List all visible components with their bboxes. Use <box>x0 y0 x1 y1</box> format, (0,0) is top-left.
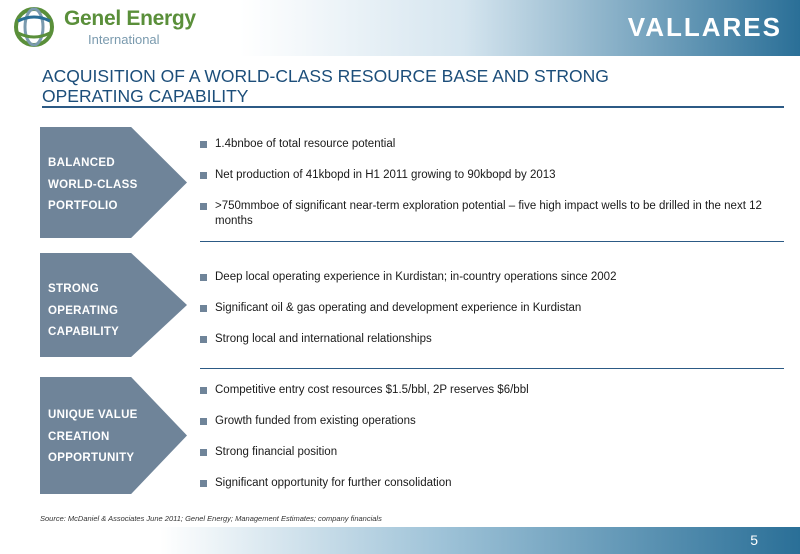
section-label-balanced-portfolio <box>48 153 138 218</box>
bullet-square-icon <box>200 172 207 179</box>
bullet-item: Significant opportunity for further consolidation <box>200 476 770 491</box>
bullet-list-operating-capability <box>200 270 770 347</box>
section-label-line: BALANCED <box>48 157 115 169</box>
page-title-line-1: ACQUISITION OF A WORLD-CLASS RESOURCE BASE AND STRONG <box>42 66 609 86</box>
section-label-line: UNIQUE VALUE <box>48 409 138 421</box>
section-label-line: OPPORTUNITY <box>48 452 135 464</box>
section-label-line: CREATION <box>48 430 110 443</box>
bullet-item: Deep local operating experience in Kurdistan; in-country operations since 2002 <box>200 270 770 285</box>
section-label-line: WORLD-CLASS <box>48 178 138 191</box>
section-divider <box>200 368 784 369</box>
bullet-item: Strong financial position <box>200 445 770 460</box>
bullet-item: Strong local and international relationships <box>200 332 770 347</box>
section-label-operating-capability <box>48 279 119 344</box>
genel-energy-logo <box>12 5 242 51</box>
genel-logo-name: Genel Energy <box>64 7 196 30</box>
title-divider <box>42 106 784 108</box>
bullet-square-icon <box>200 203 207 210</box>
section-label-line: STRONG <box>48 283 99 295</box>
bullet-item: 1.4bnboe of total resource potential <box>200 137 770 152</box>
source-note: Source: McDaniel & Associates June 2011; Genel Energy; Management Estimates; company financials <box>40 514 382 523</box>
bullet-square-icon <box>200 418 207 425</box>
section-label-line: PORTFOLIO <box>48 200 118 212</box>
bullet-list-balanced-portfolio <box>200 137 770 229</box>
bullet-square-icon <box>200 480 207 487</box>
genel-logo-subtitle: International <box>88 32 160 47</box>
page-title <box>42 66 742 106</box>
genel-globe-icon <box>12 5 60 49</box>
bullet-item: Significant oil & gas operating and development experience in Kurdistan <box>200 301 770 316</box>
page-title-line-2: OPERATING CAPABILITY <box>42 86 249 106</box>
section-label-value-creation <box>48 405 138 470</box>
bullet-item: Net production of 41kbopd in H1 2011 growing to 90kbopd by 2013 <box>200 168 770 183</box>
bullet-square-icon <box>200 141 207 148</box>
bullet-item: >750mmboe of significant near-term exploration potential – five high impact wells to be drilled in the next 12 months <box>200 199 770 229</box>
header-bar <box>0 0 800 56</box>
section-label-line: CAPABILITY <box>48 326 120 338</box>
section-label-line: OPERATING <box>48 304 119 317</box>
footer-bar <box>0 527 800 554</box>
section-divider <box>200 241 784 242</box>
bullet-square-icon <box>200 274 207 281</box>
bullet-square-icon <box>200 449 207 456</box>
bullet-square-icon <box>200 336 207 343</box>
bullet-item: Competitive entry cost resources $1.5/bbl, 2P reserves $6/bbl <box>200 383 770 398</box>
bullet-item: Growth funded from existing operations <box>200 414 770 429</box>
bullet-list-value-creation <box>200 383 770 491</box>
vallares-logo: VALLARES <box>627 12 782 42</box>
page-number: 5 <box>750 532 758 548</box>
bullet-square-icon <box>200 387 207 394</box>
bullet-square-icon <box>200 305 207 312</box>
